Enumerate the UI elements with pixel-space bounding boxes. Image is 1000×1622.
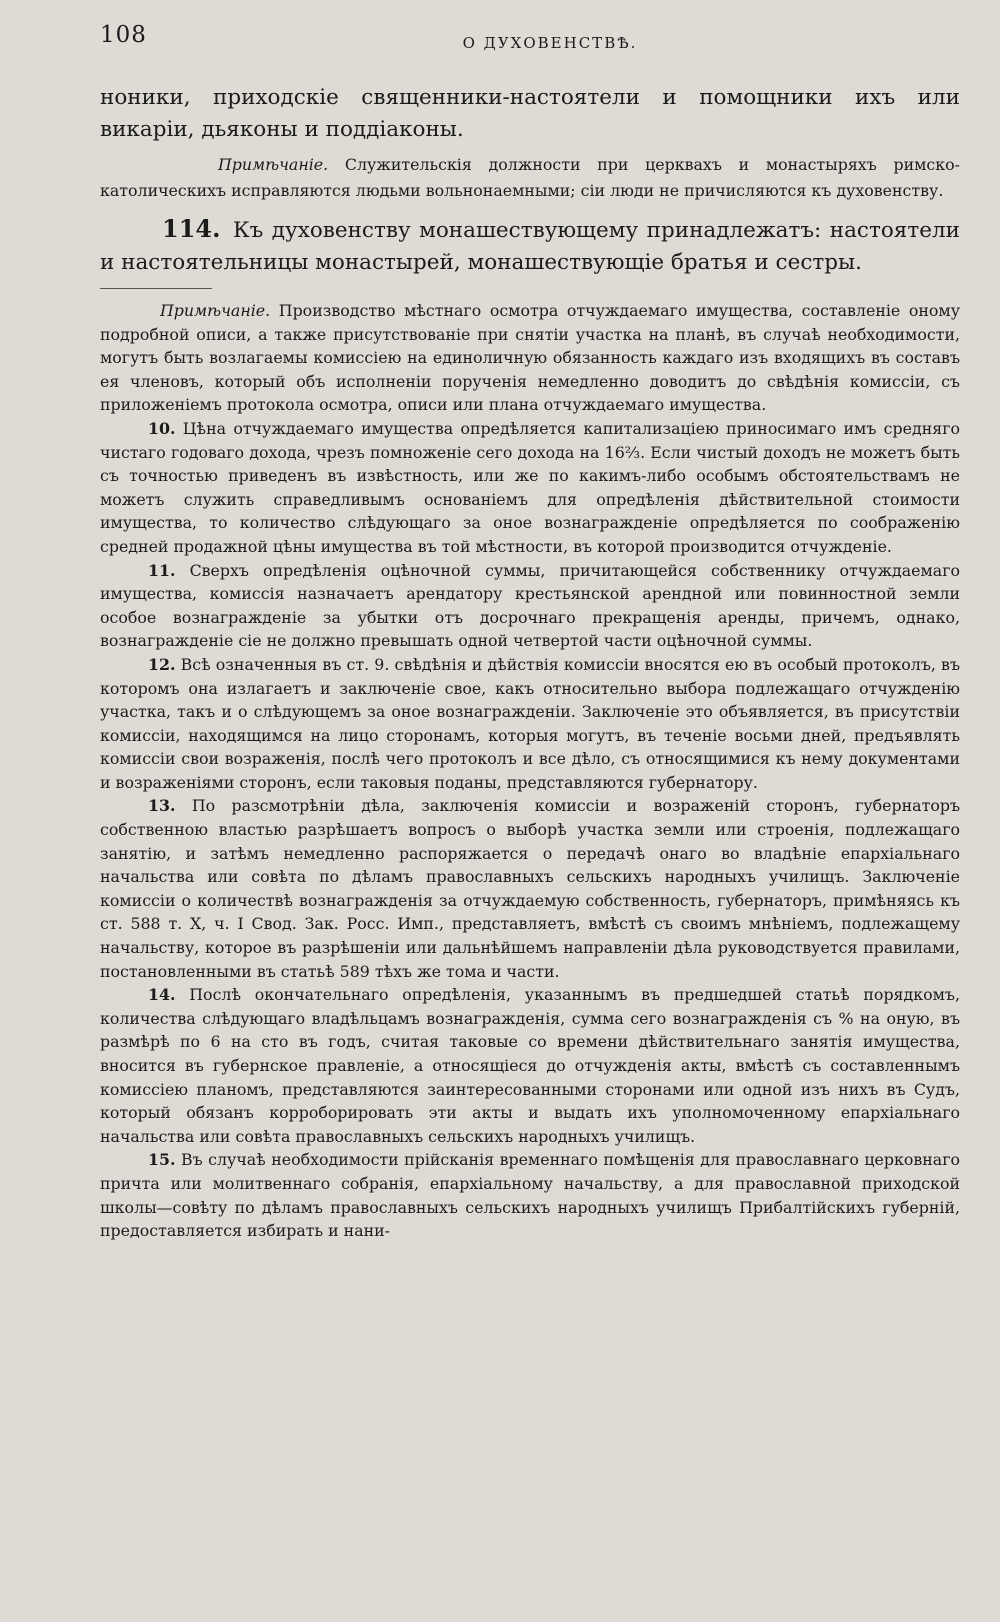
section-text: Въ случаѣ необходимости прійсканія временнаго помѣщенія для православнаго церковнаго причта или молитвеннаго собранія, епархіальному начальству, а для православной приходской школы—совѣту по дѣламъ православныхъ сельскихъ народныхъ училищъ Прибалтійскихъ губерній, предоставляется избирать и нани- — [100, 1150, 960, 1241]
note-label: Примѣчаніе. — [160, 301, 271, 320]
page-number: 108 — [100, 22, 147, 48]
section-number: 15. — [148, 1150, 176, 1170]
article-number: 114. — [162, 214, 221, 243]
section-number: 12. — [148, 654, 176, 674]
section-text: Всѣ означенныя въ ст. 9. свѣдѣнія и дѣйствія комиссіи вносятся ею въ особый протоколъ, въ которомъ она излагаетъ и заключеніе свое, какъ относительно выбора подлежащаго отчужденію участка, такъ и о слѣдующемъ за оное вознагражденіи. Заключеніе это объявляется, въ присутствіи комиссіи, находящимся на лицо сторонамъ, которыя могутъ, въ теченіе восьми дней, предъявлять комиссіи свои возраженія, послѣ чего протоколъ и все дѣло, съ относящимися къ нему документами и возраженіями сторонъ, если таковыя поданы, представляются губернатору. — [100, 654, 960, 792]
page-header — [100, 22, 960, 62]
separator-rule — [100, 288, 212, 289]
section-11 — [100, 559, 960, 653]
note-inspection — [100, 299, 960, 417]
section-13 — [100, 794, 960, 983]
section-number: 10. — [148, 418, 176, 438]
section-12 — [100, 653, 960, 795]
section-10 — [100, 417, 960, 559]
section-text: Цѣна отчуждаемаго имущества опредѣляется капитализаціею приносимаго имъ средняго чистаго годоваго дохода, чрезъ помноженіе сего дохода на 16⅔. Если чистый доходъ не можетъ быть съ точностью приведенъ въ извѣстность, или же по какимъ-либо особымъ обстоятельствамъ не можетъ служить справедливымъ основаніемъ для опредѣленія дѣйствительной стоимости имущества, то количество слѣдующаго за оное вознагражденіе опредѣляется по соображенію средней продажной цѣны имущества въ той мѣстности, въ которой производится отчужденіе. — [100, 418, 960, 556]
section-text: Сверхъ опредѣленія оцѣночной суммы, причитающейся собственнику отчуждаемаго имущества, комиссія назначаетъ арендатору крестьянской арендной или повинностной земли особое вознагражденіе за убытки отъ досрочнаго прекращенія аренды, причемъ, однако, вознагражденіе сіе не должно превышать одной четвертой части оцѣночной суммы. — [100, 560, 960, 651]
section-14 — [100, 983, 960, 1148]
note-label: Примѣчаніе. — [218, 155, 329, 174]
section-number: 13. — [148, 796, 176, 816]
section-number: 14. — [148, 985, 176, 1005]
section-15 — [100, 1148, 960, 1242]
section-text: По разсмотрѣніи дѣла, заключенія комиссіи и возраженій сторонъ, губернаторъ собственною властью разрѣшаетъ вопросъ о выборѣ участка земли или строенія, подлежащаго занятію, и затѣмъ немедленно распоряжается о передачѣ онаго во владѣніе епархіальнаго начальства или совѣта по дѣламъ православныхъ сельскихъ народныхъ училищъ. Заключеніе комиссіи о количествѣ вознагражденія за отчуждаемую собственность, губернаторъ, примѣняясь къ ст. 588 т. X, ч. I Свод. Зак. Росс. Имп., представляетъ, вмѣстѣ съ своимъ мнѣніемъ, подлежащему начальству, которое въ разрѣшеніи или дальнѣйшемъ направленіи дѣла руководствуется правилами, постановленными въ статьѣ 589 тѣхъ же тома и части. — [100, 796, 960, 981]
page-body — [100, 82, 960, 1243]
note-text: Служительскія должности при церквахъ и монастыряхъ римско-католическихъ исправляются людьми вольнонаемными; сіи люди не причисляются къ духовенству. — [100, 155, 960, 200]
intro-paragraph: ноники, приходскіе священники-настоятели и помощники ихъ или викаріи, дьяконы и поддіаконы. — [100, 85, 960, 142]
article-text: Къ духовенству монашествующему принадлежатъ: настоятели и настоятельницы монастырей, монашествующіе братья и сестры. — [100, 218, 960, 275]
note-text: Производство мѣстнаго осмотра отчуждаемаго имущества, составленіе оному подробной описи, а также присутствованіе при снятіи участка на планѣ, въ случаѣ необходимости, могутъ быть возлагаемы комиссіею на единоличную обязанность каждаго изъ входящихъ въ составъ ея членовъ, который объ исполненіи порученія немедленно доводитъ до свѣдѣнія комиссіи, съ приложеніемъ протокола осмотра, описи или плана отчуждаемаго имущества. — [100, 301, 960, 415]
article-114 — [100, 213, 960, 279]
section-text: Послѣ окончательнаго опредѣленія, указаннымъ въ предшедшей статьѣ порядкомъ, количества слѣдующаго владѣльцамъ вознагражденія, сумма сего вознагражденія съ % на оную, въ размѣрѣ по 6 на сто въ годъ, считая таковые со времени дѣйствительнаго занятія имущества, вносится въ губернское правленіе, а относящіеся до отчужденія акты, вмѣстѣ съ составленнымъ комиссіею планомъ, представляются заинтересованными сторонами или одной изъ нихъ въ Судъ, который обязанъ корроборировать эти акты и выдать ихъ уполномоченному епархіальнаго начальства или совѣта православныхъ сельскихъ народныхъ училищъ. — [100, 985, 960, 1146]
section-number: 11. — [148, 560, 176, 580]
note-clergy-service — [100, 152, 960, 203]
running-title: О ДУХОВЕНСТВѢ. — [462, 34, 638, 52]
